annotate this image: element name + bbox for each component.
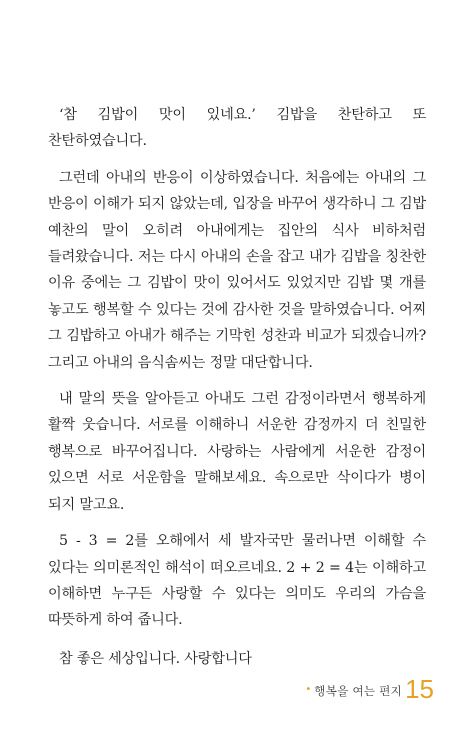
- paragraph-1: ‘참 김밥이 맛이 있네요.’ 김밥을 찬탄하고 또 찬탄하였습니다.: [48, 107, 426, 150]
- paragraph-5: 참 좋은 세상입니다. 사랑합니다: [59, 650, 252, 667]
- paragraph-4: 5 - 3 = 2를 오해에서 세 발자국만 물러나면 이해할 수 있다는 의미론적인 해석이 떠오르네요. 2 + 2 = 4는 이해하고 이해하면 누구든 사랑할 수 있다는 의미도 우리의 가슴을 따뜻하게 하여 줍니다.: [48, 533, 426, 629]
- running-title: 행복을 여는 편지: [314, 684, 403, 698]
- page-number: 15: [405, 674, 434, 704]
- page-footer: [305, 676, 434, 702]
- paragraph-2: 그런데 아내의 반응이 이상하였습니다. 처음에는 아내의 그 반응이 이해가 되지 않았는데, 입장을 바꾸어 생각하니 그 김밥 예찬의 말이 오히려 아내에게는 집안의 식사 비하처럼 들려왔습니다. 저는 다시 아내의 손을 잡고 내가 김밥을 칭찬한 이유 중에는 그 김밥이 맛이 있어서도 있었지만 김밥 몇 개를 놓고도 행복할 수 있다는 것에 감사한 것을 말하였습니다. 어찌 그 김밥하고 아내가 해주는 기막힌 성찬과 비교가 되겠습니까? 그리고 아내의 음식솜씨는 정말 대단합니다.: [48, 169, 426, 371]
- body-text: [48, 102, 426, 682]
- paragraph-3: 내 말의 뜻을 알아듣고 아내도 그런 감정이라면서 행복하게 활짝 웃습니다. 서로를 이해하니 서운한 감정까지 더 친밀한 행복으로 바꾸어집니다. 사랑하는 사람에게 서운한 감정이 있으면 서로 서운함을 말해보세요. 속으로만 삭이다가 병이 되지 말고요.: [48, 391, 426, 513]
- footer-marker: •: [305, 684, 312, 695]
